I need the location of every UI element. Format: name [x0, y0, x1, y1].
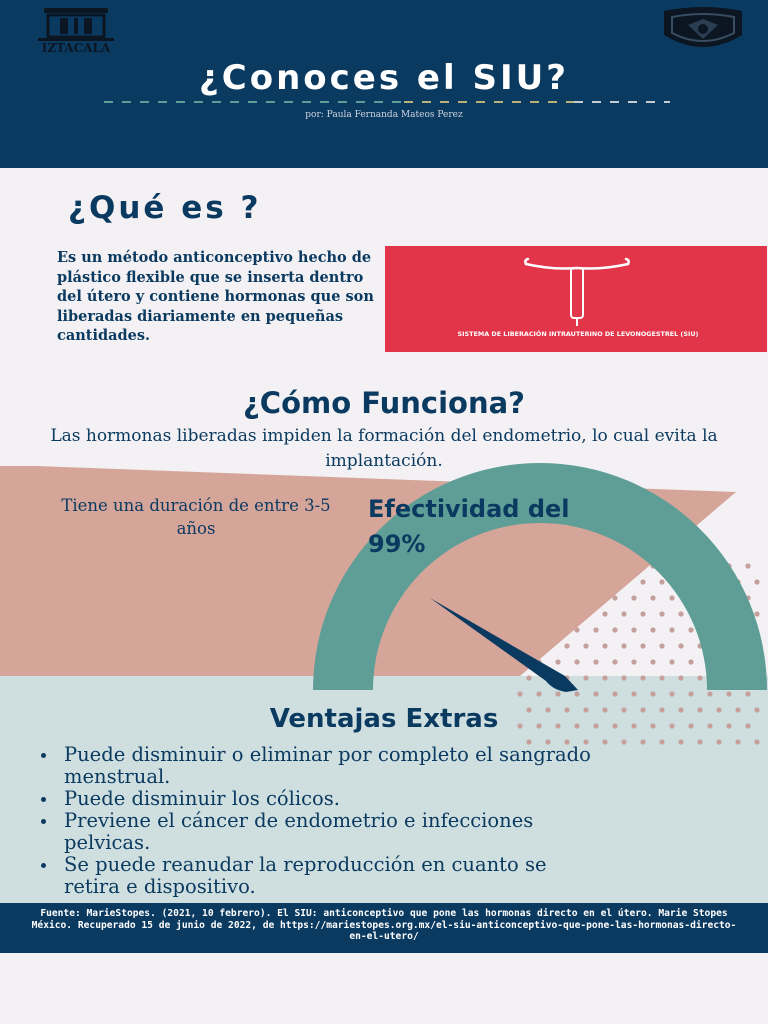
ventajas-list [38, 744, 598, 898]
pattern-dot [621, 675, 626, 680]
pattern-dot [688, 691, 693, 696]
pattern-dot [678, 643, 683, 648]
list-item: Se puede reanudar la reproducción en cuanto se retira e dispositivo. [38, 854, 598, 898]
pattern-dot [754, 611, 759, 616]
pattern-dot [574, 659, 579, 664]
pattern-dot [688, 627, 693, 632]
pattern-dot [659, 579, 664, 584]
pattern-dot [602, 643, 607, 648]
pattern-dot [612, 659, 617, 664]
pattern-dot [697, 739, 702, 744]
pattern-dot [621, 643, 626, 648]
pattern-dot [593, 627, 598, 632]
que-es-heading: ¿Qué es ? [68, 190, 262, 226]
pattern-dot [640, 675, 645, 680]
pattern-dot [517, 691, 522, 696]
page-title: ¿Conoces el SIU? [199, 58, 569, 98]
pattern-dot [555, 691, 560, 696]
pattern-dot [669, 691, 674, 696]
pattern-dot [707, 691, 712, 696]
pattern-dot [640, 739, 645, 744]
pattern-dot [593, 659, 598, 664]
pattern-dot [678, 675, 683, 680]
pattern-dot [659, 643, 664, 648]
pattern-dot [650, 691, 655, 696]
list-item: Previene el cáncer de endometrio e infecciones pelvicas. [38, 810, 598, 854]
pattern-dot [678, 611, 683, 616]
pattern-dot [593, 691, 598, 696]
como-funciona-heading: ¿Cómo Funciona? [242, 386, 525, 420]
source-citation: Fuente: MarieStopes. (2021, 10 febrero). El SIU: anticonceptivo que pone las hormonas directo en el útero. Marie Stopes México. Recuperado 15 de junio de 2022, de https://mariestopes.org.mx/el-siu-anticonceptivo-que-pone-las-hormonas-directo-en-el-utero/ [31, 908, 737, 942]
pattern-dot [678, 739, 683, 744]
list-item: Puede disminuir o eliminar por completo el sangrado menstrual. [38, 744, 598, 788]
como-funciona-description: Las hormonas liberadas impiden la formación del endometrio, lo cual evita la implantación. [50, 426, 718, 471]
pattern-dot [621, 739, 626, 744]
pattern-dot [659, 611, 664, 616]
pattern-dot [602, 675, 607, 680]
pattern-dot [536, 691, 541, 696]
pattern-dot [583, 675, 588, 680]
pattern-dot [650, 627, 655, 632]
pattern-dot [631, 627, 636, 632]
efectividad-text: Efectividad del 99% [368, 495, 570, 558]
ventajas-heading: Ventajas Extras [269, 704, 499, 734]
author-byline: por: Paula Fernanda Mateos Perez [305, 110, 463, 120]
pattern-dot [602, 739, 607, 744]
pattern-dot [650, 595, 655, 600]
pattern-dot [726, 691, 731, 696]
pattern-dot [669, 659, 674, 664]
pattern-dot [669, 595, 674, 600]
pattern-dot [612, 691, 617, 696]
pattern-dot [659, 675, 664, 680]
pattern-dot [754, 739, 759, 744]
list-item: Puede disminuir los cólicos. [38, 788, 598, 810]
pattern-dot [688, 659, 693, 664]
pattern-dot [640, 579, 645, 584]
pattern-dot [716, 739, 721, 744]
pattern-dot [555, 659, 560, 664]
pattern-dot [640, 611, 645, 616]
pattern-dot [574, 691, 579, 696]
pattern-dot [631, 659, 636, 664]
duracion-text: Tiene una duración de entre 3-5 años [61, 496, 331, 538]
pattern-dot [745, 563, 750, 568]
pattern-dot [631, 691, 636, 696]
pattern-dot [697, 675, 702, 680]
pattern-dot [640, 643, 645, 648]
pattern-dot [735, 739, 740, 744]
pattern-dot [526, 675, 531, 680]
svg-text:IZTACALA: IZTACALA [41, 41, 111, 54]
pattern-dot [754, 579, 759, 584]
pattern-dot [583, 643, 588, 648]
pattern-dot [631, 595, 636, 600]
que-es-description: Es un método anticonceptivo hecho de plástico flexible que se inserta dentro del útero y contiene hormonas que son liberadas diariamente en pequeñas cantidades. [57, 249, 374, 344]
pattern-dot [564, 643, 569, 648]
pattern-dot [621, 611, 626, 616]
pattern-dot [602, 611, 607, 616]
pattern-dot [612, 627, 617, 632]
pattern-dot [669, 627, 674, 632]
siu-image-caption: SISTEMA DE LIBERACIÓN INTRAUTERINO DE LEVONOGESTREL (SIU) [457, 330, 699, 338]
pattern-dot [650, 659, 655, 664]
pattern-dot [659, 739, 664, 744]
pattern-dot [745, 691, 750, 696]
